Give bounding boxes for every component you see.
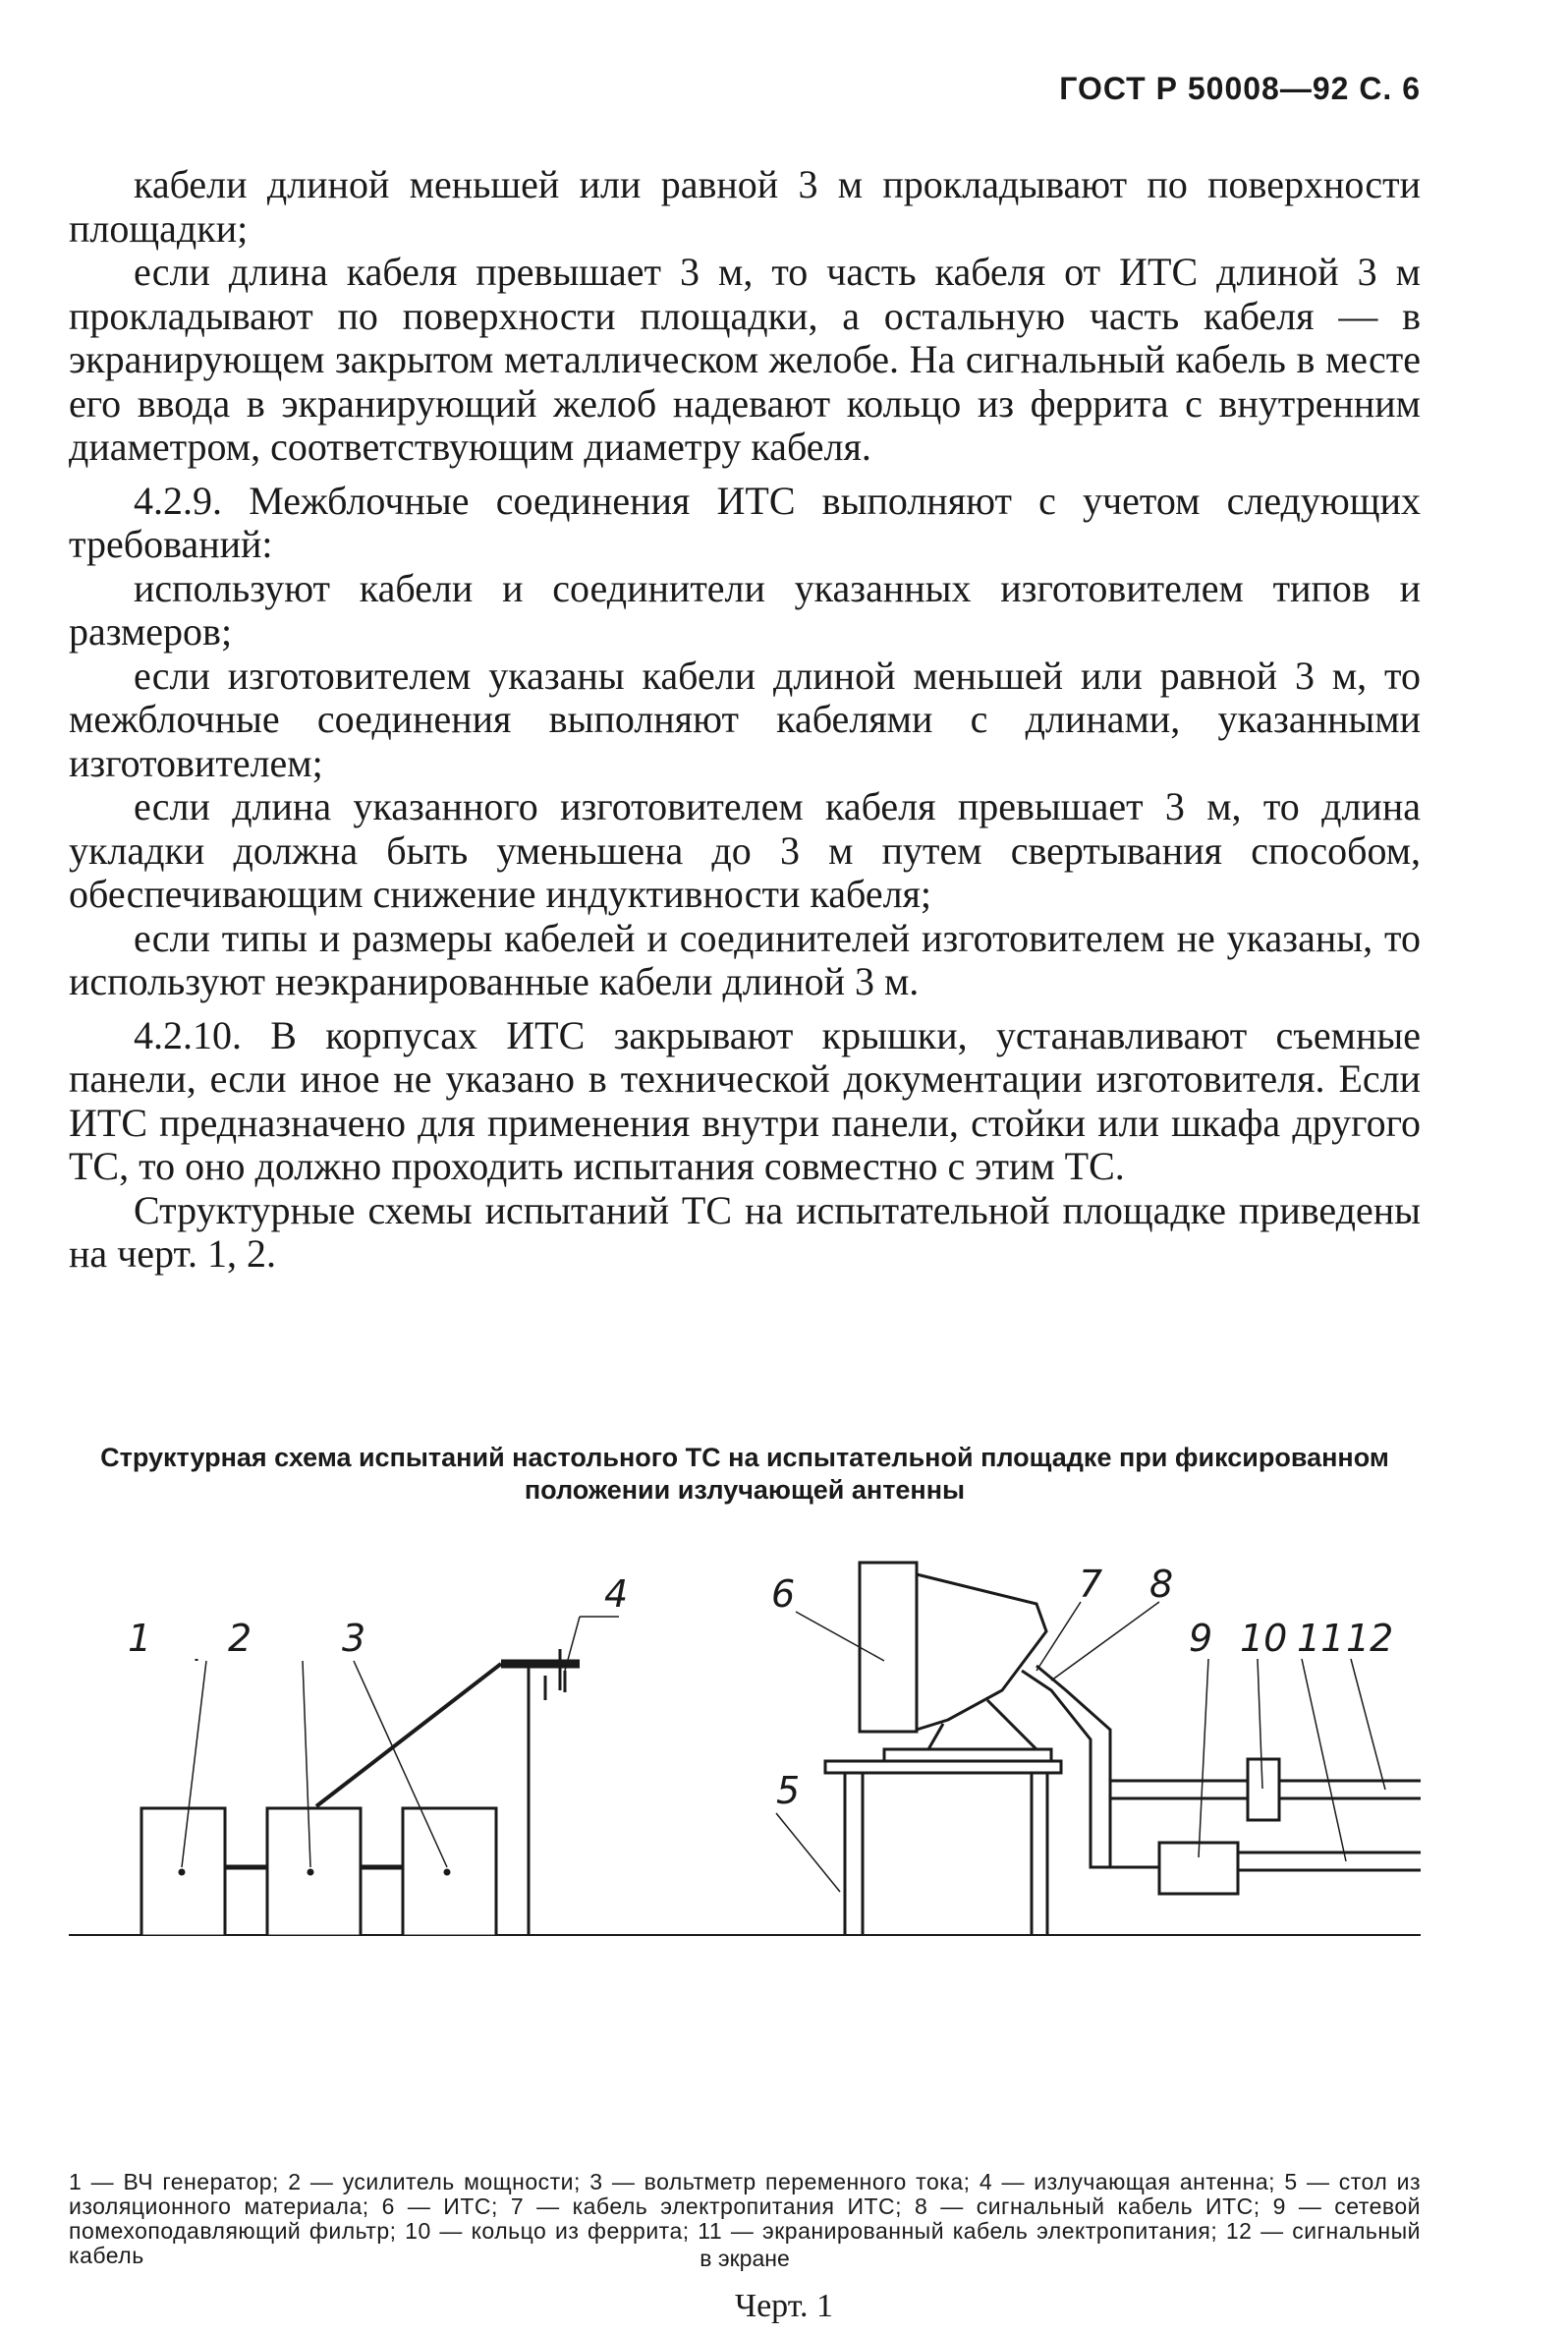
paragraph: кабели длиной меньшей или равной 3 м прокладывают по поверхности площадки; — [69, 162, 1421, 251]
figure-caption: Черт. 1 — [734, 2288, 834, 2324]
label-5: 5 — [776, 1769, 801, 1812]
label-8: 8 — [1149, 1563, 1174, 1606]
label-4: 4 — [604, 1572, 629, 1616]
label-9: 9 — [1189, 1617, 1213, 1660]
paragraph: если изготовителем указаны кабели длиной меньшей или равной 3 м, то межблочные соединения выполняют кабелями с длинами, указанными изготовителем; — [69, 653, 1421, 785]
eut-monitor-body — [917, 1574, 1046, 1730]
page-header: ГОСТ Р 50008—92 С. 6 — [1059, 71, 1421, 106]
label-12: 12 — [1346, 1617, 1394, 1660]
label-2: 2 — [228, 1617, 252, 1660]
paragraph: 4.2.10. В корпусах ИТС закрывают крышки, устанавливают съемные панели, если иное не указано в технической документации изготовителя. Если ИТС предназначено для применения внутри панели, стойки или шкафа другого ТС, то оно должно проходить испытания совместно с этим ТС. — [69, 1012, 1421, 1188]
label-1: 1 — [128, 1617, 152, 1660]
paragraph: 4.2.9. Межблочные соединения ИТС выполняют с учетом следующих требований: — [69, 478, 1421, 566]
figure-title: Структурная схема испытаний настольного ТС на испытательной площадке при фиксированном положении излучающей антенны — [100, 1443, 1389, 1505]
body-text — [69, 163, 1421, 1277]
paragraph: если длина указанного изготовителем кабеля превышает 3 м, то длина укладки должна быть уменьшена до 3 м путем свертывания способом, обеспечивающим снижение индуктивности кабеля; — [69, 784, 1421, 916]
figure-legend-tail: в экране — [700, 2246, 790, 2271]
test-setup-diagram — [69, 1543, 1421, 1936]
label-3: 3 — [342, 1617, 366, 1660]
paragraph: если длина кабеля превышает 3 м, то часть кабеля от ИТС длиной 3 м прокладывают по поверхности площадки, а остальную часть кабеля — в экранирующем закрытом металлическом желобе. На сигнальный кабель в месте его ввода в экранирующий желоб надевают кольцо из феррита с внутренним диаметром, соответствующим диаметру кабеля. — [69, 250, 1421, 469]
test-table-top — [825, 1761, 1061, 1773]
label-6: 6 — [771, 1572, 796, 1616]
label-11: 11 — [1297, 1617, 1345, 1660]
figure-legend: 1 — ВЧ генератор; 2 — усилитель мощности; 3 — вольтметр переменного тока; 4 — излучающая антенна; 5 — стол из изоляционного материала; 6 — ИТС; 7 — кабель электропитания ИТС; 8 — сигнальный кабель ИТС; 9 — сетевой помехоподавляющий фильтр; 10 — кольцо из феррита; 11 — экранированный кабель электропитания; 12 — сигнальный кабель — [69, 2169, 1421, 2268]
paragraph: используют кабели и соединители указанных изготовителем типов и размеров; — [69, 565, 1421, 654]
label-7: 7 — [1079, 1563, 1103, 1606]
paragraph: если типы и размеры кабелей и соединителей изготовителем не указаны, то используют неэкранированные кабели длиной 3 м. — [69, 915, 1421, 1003]
feed-cable — [316, 1664, 501, 1806]
eut-monitor-screen — [860, 1563, 917, 1732]
label-10: 10 — [1240, 1617, 1288, 1660]
ferrite-ring — [1248, 1759, 1279, 1820]
paragraph: Структурные схемы испытаний ТС на испытательной площадке приведены на черт. 1, 2. — [69, 1187, 1421, 1276]
